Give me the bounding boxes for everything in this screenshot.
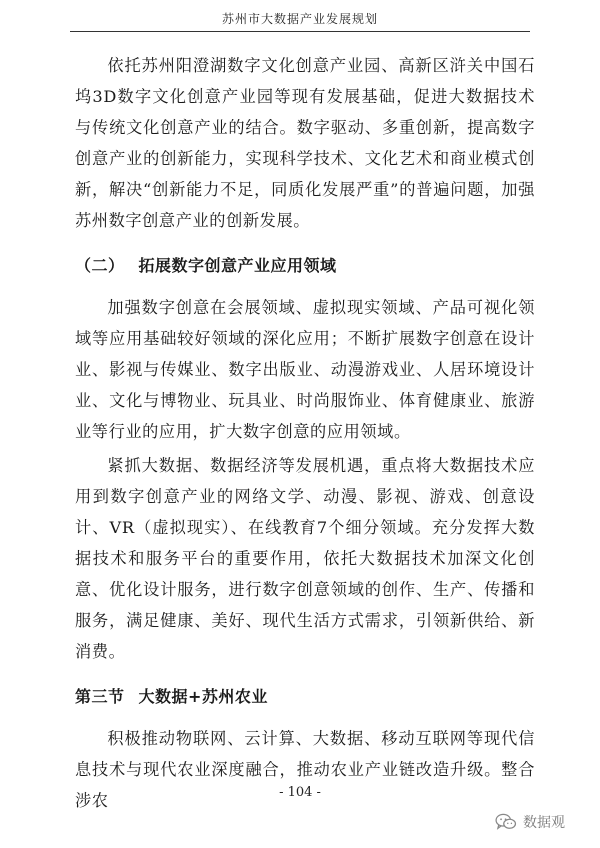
section-heading-3 [75, 683, 535, 711]
watermark-text: 数据观 [523, 815, 565, 831]
page-number: - 104 - [279, 785, 321, 800]
header-rule [70, 31, 530, 32]
paragraph: 紧抓大数据、数据经济等发展机遇，重点将大数据技术应用到数字创意产业的网络文学、动漫、影视、游戏、创意设计、VR（虚拟现实）、在线教育7个细分领域。充分发挥大数据技术和服务平台的重要作用，依托大数据技术加深文化创意、优化设计服务，进行数字创意领域的创作、生产、传播和服务，满足健康、美好、现代生活方式需求，引领新供给、新消费。 [75, 456, 535, 661]
section-title: 大数据+苏州农业 [138, 687, 268, 706]
section-heading-2 [75, 252, 535, 280]
paragraph: 依托苏州阳澄湖数字文化创意产业园、高新区浒关中国石坞3D数字文化创意产业园等现有发展基础，促进大数据技术与传统文化创意产业的结合。数字驱动、多重创新，提高数字创意产业的创新能力，实现科学技术、文化艺术和商业模式创新，解决“创新能力不足，同质化发展严重”的普遍问题，加强苏州数字创意产业的创新发展。 [75, 56, 535, 230]
paragraph: 加强数字创意在会展领域、虚拟现实领域、产品可视化领域等应用基础较好领域的深化应用；不断扩展数字创意在设计业、影视与传媒业、数字出版业、动漫游戏业、人居环境设计业、文化与博物业、玩具业、时尚服饰业、体育健康业、旅游业等行业的应用，扩大数字创意的应用领域。 [75, 298, 535, 441]
section-title: 拓展数字创意产业应用领域 [138, 256, 337, 275]
paragraph: 积极推动物联网、云计算、大数据、移动互联网等现代信息技术与现代农业深度融合，推动农业产业链改造升级。整合涉农 [75, 729, 535, 810]
page-body [75, 50, 535, 816]
source-watermark [495, 812, 565, 832]
running-header: 苏州市大数据产业发展规划 [221, 12, 378, 26]
wechat-icon [495, 813, 517, 831]
section-number: 第三节 [75, 687, 125, 706]
section-number: （二） [75, 256, 125, 275]
